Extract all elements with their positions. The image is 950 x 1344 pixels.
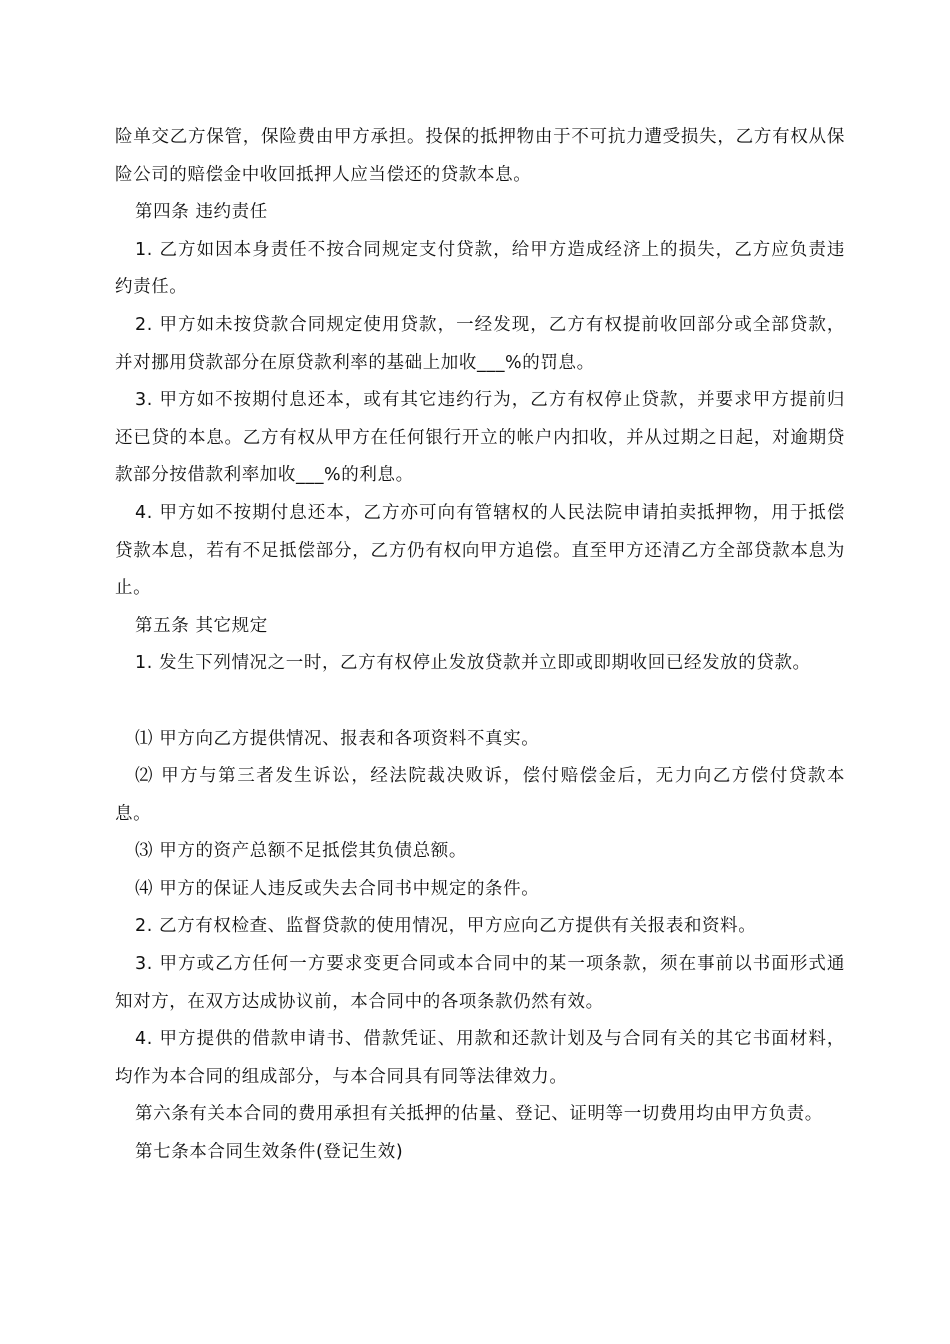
article-5-clause-2: 2. 乙方有权检查、监督贷款的使用情况，甲方应向乙方提供有关报表和资料。 xyxy=(135,916,757,937)
article-4-clause-1: 1. 乙方如因本身责任不按合同规定支付贷款，给甲方造成经济上的损失，乙方应负责违约责任。 xyxy=(115,239,845,298)
article-5-sub-item-2: ⑵ 甲方与第三者发生诉讼，经法院裁决败诉，偿付赔偿金后，无力向乙方偿付贷款本息。 xyxy=(115,766,845,824)
article-4-clause-3: 3. 甲方如不按期付息还本，或有其它违约行为，乙方有权停止贷款，并要求甲方提前归还已贷的本息。乙方有权从甲方在任何银行开立的帐户内扣收，并从过期之日起，对逾期贷款部分按借款利率加收___%的利息。 xyxy=(115,390,845,486)
article-6: 第六条有关本合同的费用承担有关抵押的估量、登记、证明等一切费用均由甲方负责。 xyxy=(135,1104,823,1125)
article-5-sub-item-4: ⑷ 甲方的保证人违反或失去合同书中规定的条件。 xyxy=(135,878,540,899)
article-5-clause-3: 3. 甲方或乙方任何一方要求变更合同或本合同中的某一项条款，须在事前以书面形式通知对方，在双方达成协议前，本合同中的各项条款仍然有效。 xyxy=(115,954,845,1012)
article-4-clause-4: 4. 甲方如不按期付息还本，乙方亦可向有管辖权的人民法院申请拍卖抵押物，用于抵偿贷款本息，若有不足抵偿部分，乙方仍有权向甲方追偿。直至甲方还清乙方全部贷款本息为止。 xyxy=(115,502,845,599)
article-5-sub-item-1: ⑴ 甲方向乙方提供情况、报表和各项资料不真实。 xyxy=(135,728,540,749)
document-body xyxy=(115,119,845,1172)
paragraph-insurance-continuation: 险单交乙方保管，保险费由甲方承担。投保的抵押物由于不可抗力遭受损失，乙方有权从保险公司的赔偿金中收回抵押人应当偿还的贷款本息。 xyxy=(115,127,845,185)
article-5-sub-item-3: ⑶ 甲方的资产总额不足抵偿其负债总额。 xyxy=(135,841,467,862)
blank-line xyxy=(115,683,845,721)
article-7: 第七条本合同生效条件(登记生效) xyxy=(135,1142,404,1163)
article-5-clause-1: 1. 发生下列情况之一时，乙方有权停止发放贷款并立即或即期收回已经发放的贷款。 xyxy=(135,653,811,674)
article-5-clause-4: 4. 甲方提供的借款申请书、借款凭证、用款和还款计划及与合同有关的其它书面材料，均作为本合同的组成部分，与本合同具有同等法律效力。 xyxy=(115,1029,845,1087)
article-4-heading: 第四条 违约责任 xyxy=(135,202,268,223)
article-4-clause-2: 2. 甲方如未按贷款合同规定使用贷款，一经发现，乙方有权提前收回部分或全部贷款，并对挪用贷款部分在原贷款利率的基础上加收___%的罚息。 xyxy=(115,314,845,373)
article-5-heading: 第五条 其它规定 xyxy=(135,615,268,636)
